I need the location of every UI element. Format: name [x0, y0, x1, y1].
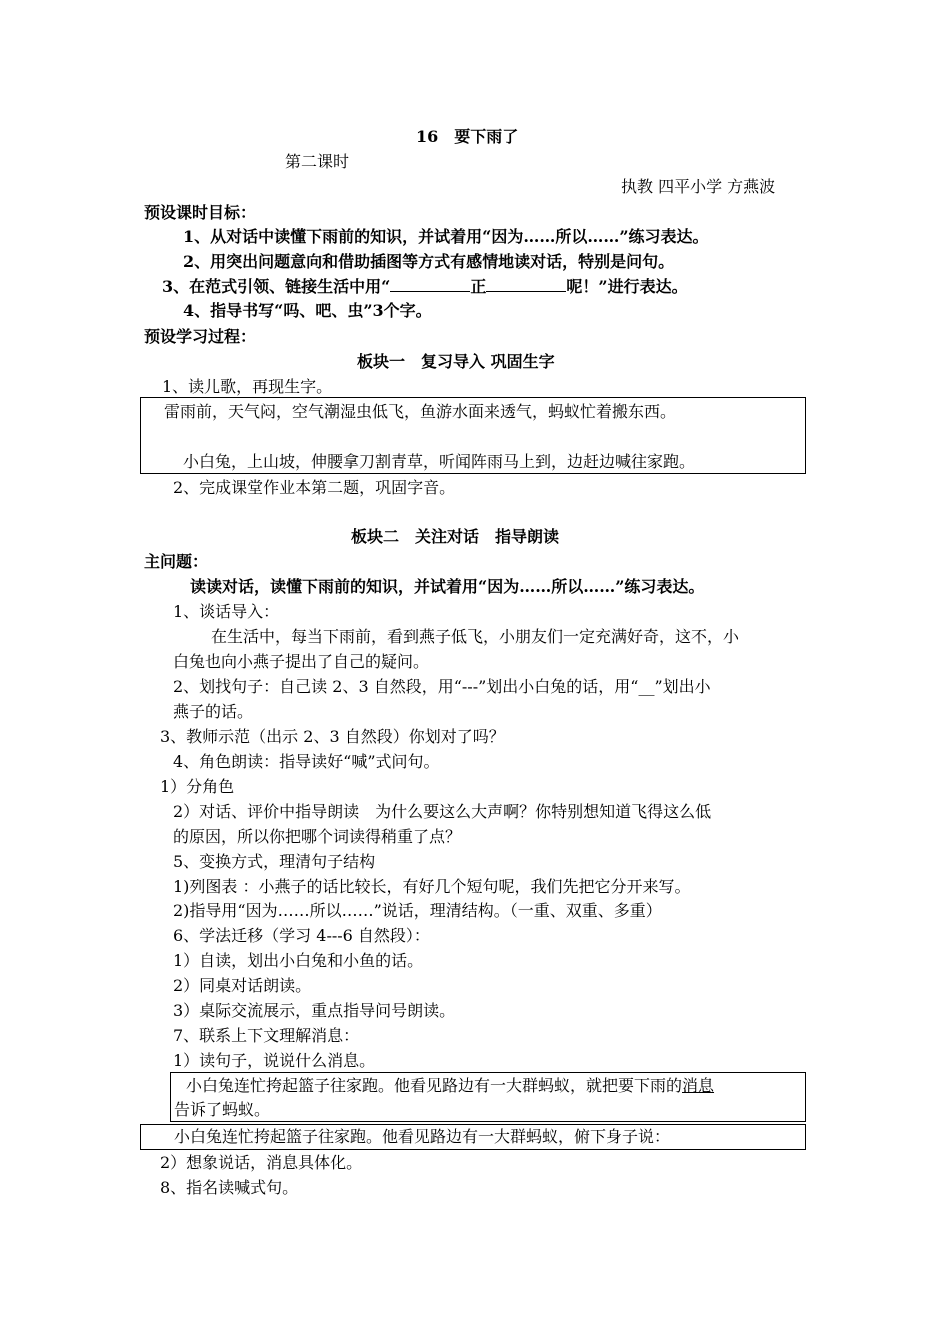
sentence-box-1-text: 小白兔连忙挎起篮子往家跑。他看见路边有一大群蚂蚁，就把要下雨的 — [186, 1076, 683, 1095]
process-heading: 预设学习过程： — [144, 327, 257, 346]
goal-3-part-a: 3、在范式引领、链接生活中用“ — [162, 277, 391, 296]
message-word: 消息 — [682, 1076, 715, 1095]
goal-3-blank-2 — [486, 275, 566, 292]
step-2-line-2: 燕子的话。 — [173, 702, 254, 721]
goal-3-part-b: 正 — [470, 277, 487, 296]
step-7-sub-1: 1）读句子，说说什么消息。 — [173, 1051, 376, 1070]
step-6-sub-2: 2）同桌对话朗读。 — [173, 976, 312, 995]
step-5-sub-2: 2)指导用“因为……所以……”说话，理清结构。（一重、双重、多重） — [173, 901, 662, 920]
step-7-sub-2: 2）想象说话，消息具体化。 — [160, 1153, 363, 1172]
goal-3 — [162, 275, 688, 298]
step-2-line-1: 2、划找句子：自己读 2、3 自然段，用“---”划出小白兔的话，用“__”划出小 — [173, 677, 711, 696]
main-question: 读读对话，读懂下雨前的知识，并试着用“因为……所以……”练习表达。 — [190, 577, 705, 596]
goal-1: 1、从对话中读懂下雨前的知识，并试着用“因为……所以……”练习表达。 — [183, 227, 709, 246]
step-3: 3、教师示范（出示 2、3 自然段）你划对了吗？ — [160, 727, 505, 746]
sentence-box-2 — [140, 1124, 806, 1150]
poem-line-1: 雷雨前，天气闷，空气潮湿虫低飞，鱼游水面来透气，蚂蚁忙着搬东西。 — [164, 402, 677, 421]
page-title: 16 要下雨了 — [416, 127, 519, 146]
goal-4: 4、指导书写“吗、吧、虫”3个字。 — [183, 301, 432, 320]
step-6-sub-1: 1）自读，划出小白兔和小鱼的话。 — [173, 951, 424, 970]
goal-3-blank-1 — [390, 275, 470, 292]
step-1-para-2: 白兔也向小燕子提出了自己的疑问。 — [173, 652, 430, 671]
step-5: 5、变换方式，理清句子结构 — [173, 852, 376, 871]
step-4-sub-2-line-1: 2）对话、评价中指导朗读 为什么要这么大声啊？你特别想知道飞得这么低 — [173, 802, 712, 821]
block1-step-2: 2、完成课堂作业本第二题，巩固字音。 — [173, 478, 456, 497]
main-question-label: 主问题： — [144, 552, 209, 571]
poem-box — [140, 397, 806, 474]
step-6: 6、学法迁移（学习 4---6 自然段）： — [173, 926, 430, 945]
sentence-box-1 — [170, 1072, 806, 1122]
sentence-box-1-line-2: 告诉了蚂蚁。 — [174, 1100, 271, 1119]
poem-line-2: 小白兔，上山坡，伸腰拿刀割青草，听闻阵雨马上到，边赶边喊往家跑。 — [183, 452, 696, 471]
step-1-para-1: 在生活中，每当下雨前，看到燕子低飞，小朋友们一定充满好奇，这不，小 — [211, 627, 740, 646]
block1-step-1: 1、读儿歌，再现生字。 — [162, 377, 333, 396]
step-4-sub-2-line-2: 的原因，所以你把哪个词读得稍重了点？ — [173, 827, 462, 846]
step-8: 8、指名读喊式句。 — [160, 1178, 299, 1197]
goal-2: 2、用突出问题意向和借助插图等方式有感情地读对话，特别是问句。 — [183, 252, 675, 271]
goal-3-part-c: 呢！”进行表达。 — [566, 277, 688, 296]
step-7: 7、联系上下文理解消息： — [173, 1026, 360, 1045]
step-6-sub-3: 3）桌际交流展示，重点指导问号朗读。 — [173, 1001, 456, 1020]
block1-heading: 板块一 复习导入 巩固生字 — [357, 352, 555, 371]
step-4-sub-1: 1）分角色 — [160, 777, 235, 796]
lesson-period: 第二课时 — [285, 152, 350, 171]
step-4: 4、角色朗读：指导读好“喊”式问句。 — [173, 752, 440, 771]
step-5-sub-1: 1)列图表 ：小燕子的话比较长，有好几个短句呢，我们先把它分开来写。 — [173, 877, 691, 896]
sentence-box-2-text: 小白兔连忙挎起篮子往家跑。他看见路边有一大群蚂蚁，俯下身子说： — [174, 1127, 671, 1146]
block2-heading: 板块二 关注对话 指导朗读 — [351, 527, 560, 546]
step-1: 1、谈话导入： — [173, 602, 280, 621]
teacher-info: 执教 四平小学 方燕波 — [621, 177, 776, 196]
goals-heading: 预设课时目标： — [144, 203, 257, 222]
sentence-box-1-line-1 — [186, 1075, 714, 1097]
